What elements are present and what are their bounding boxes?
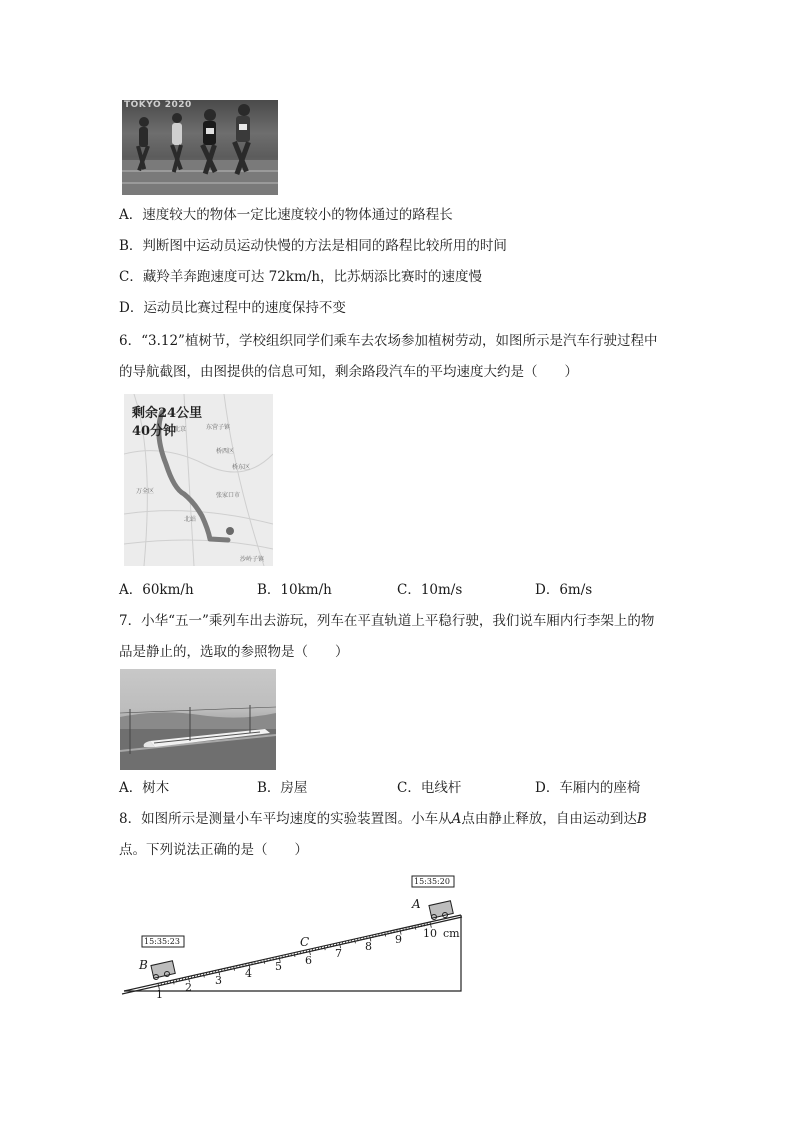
map-place-2: 桥西区 bbox=[216, 448, 235, 455]
map-place-7: 北京 bbox=[174, 426, 187, 433]
label-b: B bbox=[139, 958, 148, 972]
q5-option-d: D．运动员比赛过程中的速度保持不变 bbox=[119, 300, 346, 316]
remaining-time: 40分钟 bbox=[132, 424, 177, 439]
q8-stem-line1 bbox=[119, 809, 647, 829]
map-place-8: 北站 bbox=[184, 516, 197, 523]
q6-option-d: D．6m/s bbox=[535, 582, 593, 598]
ruler-tick bbox=[294, 953, 295, 957]
q7-option-b: B．房屋 bbox=[257, 780, 308, 796]
q5-option-a: A．速度较大的物体一定比速度较小的物体通过的路程长 bbox=[119, 207, 453, 223]
photo-banner-text: TOKYO 2020 bbox=[124, 100, 192, 110]
q6-option-b: B．10km/h bbox=[257, 582, 332, 598]
q6-option-a: A．60km/h bbox=[119, 582, 194, 598]
q7-option-a: A．树木 bbox=[119, 780, 170, 796]
map-place-3: 桥东区 bbox=[232, 464, 251, 471]
q6-stem-line2: 的导航截图，由图提供的信息可知，剩余路段汽车的平均速度大约是（ ） bbox=[119, 364, 578, 380]
incline-diagram bbox=[118, 873, 468, 1001]
q5-option-c: C．藏羚羊奔跑速度可达 72km/h，比苏炳添比赛时的速度慢 bbox=[119, 269, 483, 285]
ruler-tick bbox=[203, 973, 204, 977]
remaining-distance: 剩余24公里 bbox=[132, 406, 203, 421]
navigation-map bbox=[124, 394, 273, 566]
map-place-1: 东营子镇 bbox=[206, 424, 231, 431]
ruler-tick bbox=[324, 946, 325, 950]
q8-stem-line2: 点。下列说法正确的是（ ） bbox=[119, 842, 308, 858]
scale-6: 6 bbox=[305, 954, 312, 967]
scale-7: 7 bbox=[335, 947, 342, 960]
q6-option-c: C．10m/s bbox=[397, 582, 463, 598]
timer-a: 15:35:20 bbox=[414, 877, 450, 886]
train-photo bbox=[120, 669, 276, 770]
sprinters-illustration bbox=[122, 100, 278, 195]
ruler-tick bbox=[385, 932, 386, 936]
label-a: A bbox=[412, 897, 421, 911]
q6-stem-line1: 6．“3.12”植树节，学校组织同学们乘车去农场参加植树劳动，如图所示是汽车行驶过程中 bbox=[119, 333, 658, 349]
q7-stem-line1: 7．小华“五一”乘列车出去游玩，列车在平直轨道上平稳行驶，我们说车厢内行李架上的物 bbox=[119, 613, 655, 629]
q7-option-d: D．车厢内的座椅 bbox=[535, 780, 641, 796]
q7-stem-line2: 品是静止的，选取的参照物是（ ） bbox=[119, 644, 349, 660]
map-place-4: 万全区 bbox=[136, 488, 155, 495]
train-illustration bbox=[120, 669, 276, 770]
ruler-tick bbox=[264, 959, 265, 963]
scale-4: 4 bbox=[245, 967, 252, 980]
map-place-5: 张家口市 bbox=[216, 492, 241, 499]
label-c: C bbox=[300, 935, 310, 949]
q8-stem-part2: 点由静止释放，自由运动到达 bbox=[461, 811, 637, 827]
map-place-6: 沙岭子镇 bbox=[240, 556, 265, 563]
q7-option-c: C．电线杆 bbox=[397, 780, 462, 796]
q8-point-b: B bbox=[636, 811, 647, 827]
scale-1: 1 bbox=[156, 988, 163, 1001]
scale-5: 5 bbox=[275, 960, 282, 973]
q5-option-b: B．判断图中运动员运动快慢的方法是相同的路程比较所用的时间 bbox=[119, 238, 507, 254]
scale-unit: cm bbox=[443, 927, 460, 940]
ruler-tick bbox=[173, 980, 174, 984]
scale-10: 10 bbox=[423, 927, 437, 940]
q8-stem-part1: 8．如图所示是测量小车平均速度的实验装置图。小车从 bbox=[119, 811, 452, 827]
scale-2: 2 bbox=[185, 981, 192, 994]
timer-b: 15:35:23 bbox=[144, 937, 180, 946]
ruler-tick bbox=[354, 939, 355, 943]
scale-8: 8 bbox=[365, 940, 372, 953]
ruler-tick bbox=[234, 966, 235, 970]
incline-svg bbox=[118, 873, 468, 998]
ruler-tick bbox=[415, 925, 416, 929]
scale-3: 3 bbox=[215, 974, 222, 987]
sprinters-photo bbox=[122, 100, 278, 195]
q8-point-a: A bbox=[451, 811, 462, 827]
scale-9: 9 bbox=[395, 933, 402, 946]
